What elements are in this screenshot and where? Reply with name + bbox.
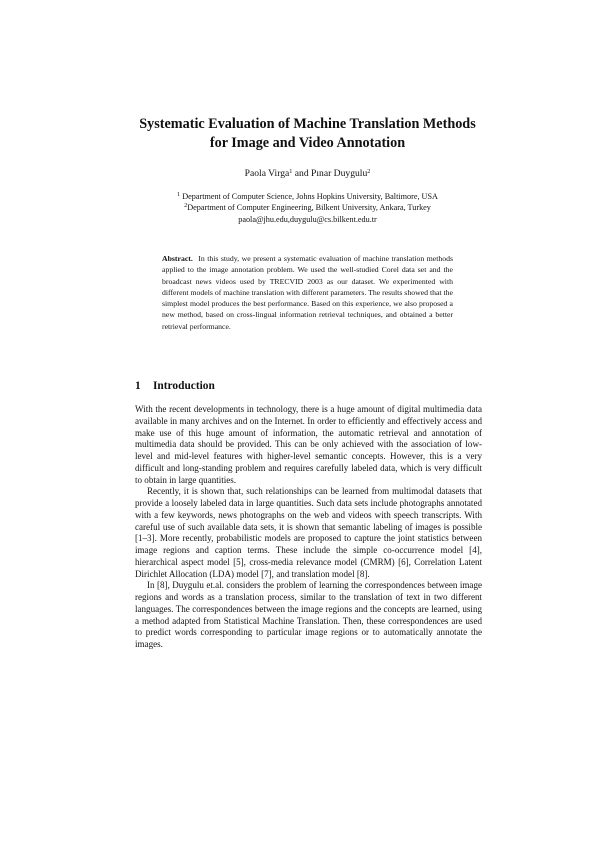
affiliation-line (100, 191, 515, 202)
author-name: Paola Virga (244, 168, 290, 179)
affiliation-marker: 1 (177, 191, 181, 198)
body-paragraph: In [8], Duygulu et.al. considers the problem of learning the correspondences between image regions and words as a translation process, similar to the translation of text in two different languages. The correspondences between the image regions and the concepts are learned, using a method adapted from Statistical Machine Translation. Then, these correspondences are used to predict words corresponding to particular image regions or to automatically annotate the images. (135, 580, 482, 649)
body-paragraph: With the recent developments in technology, there is a huge amount of digital multimedia data available in many archives and on the Internet. In order to efficiently and effectively access and make use of this huge amount of information, the automatic retrieval and annotation of multimedia data should be provided. This can be only achieved with the association of low-level and mid-level features with higher-level semantic concepts. However, this is a very difficult and long-standing problem and requires carefully labeled data, which is very difficult to obtain in large quantities. (135, 404, 482, 485)
paper-title (100, 115, 515, 153)
abstract-text: In this study, we present a systematic evaluation of machine translation methods applied to the image annotation problem. We used the well-studied Corel data set and the broadcast news videos used by TRECVID 2003 as our dataset. We experimented with different models of machine translation with different parameters. The results showed that the simplest model produces the best performance. Based on this experience, we also proposed a new method, based on cross-lingual information retrieval techniques, and obtained a better retrieval performance. (162, 254, 453, 331)
title-line-2: for Image and Video Annotation (209, 135, 406, 151)
author-list (100, 168, 515, 180)
section-heading (135, 379, 215, 393)
affiliation-text: Department of Computer Science, Johns Hopkins University, Baltimore, USA (180, 192, 438, 201)
affiliation-text: Department of Computer Engineering, Bilkent University, Ankara, Turkey (187, 203, 431, 213)
affiliation-marker: 2 (367, 168, 371, 175)
affiliation-marker: 1 (289, 168, 293, 175)
section-number: 1 (135, 380, 141, 392)
section-title: Introduction (153, 380, 215, 392)
abstract (162, 253, 453, 332)
affiliations (100, 191, 515, 225)
body-paragraph: Recently, it is shown that, such relationships can be learned from multimodal datasets that provide a loosely labeled data in large quantities. Such data sets include photographs annotated with a few keywords, news photographs on the web and videos with speech transcripts. With careful use of such available data sets, it is shown that semantic labeling of images is possible [1–3]. More recently, probabilistic models are proposed to capture the joint statistics between image regions and caption terms. These include the simple co-occurrence model [4], hierarchical aspect model [5], cross-media relevance model (CMRM) [6], Correlation Latent Dirichlet Allocation (LDA) model [7], and translation model [8]. (135, 486, 482, 579)
abstract-label: Abstract. (162, 254, 193, 263)
author-name: Pınar Duygulu (311, 168, 368, 179)
author-emails: paola@jhu.edu,duygulu@cs.bilkent.edu.tr (238, 214, 377, 224)
affiliation-line (100, 202, 515, 213)
title-line-1: Systematic Evaluation of Machine Translation Methods (139, 116, 476, 132)
author-separator: and (292, 168, 312, 179)
section-body (135, 404, 482, 651)
affiliation-marker: 2 (184, 202, 188, 210)
